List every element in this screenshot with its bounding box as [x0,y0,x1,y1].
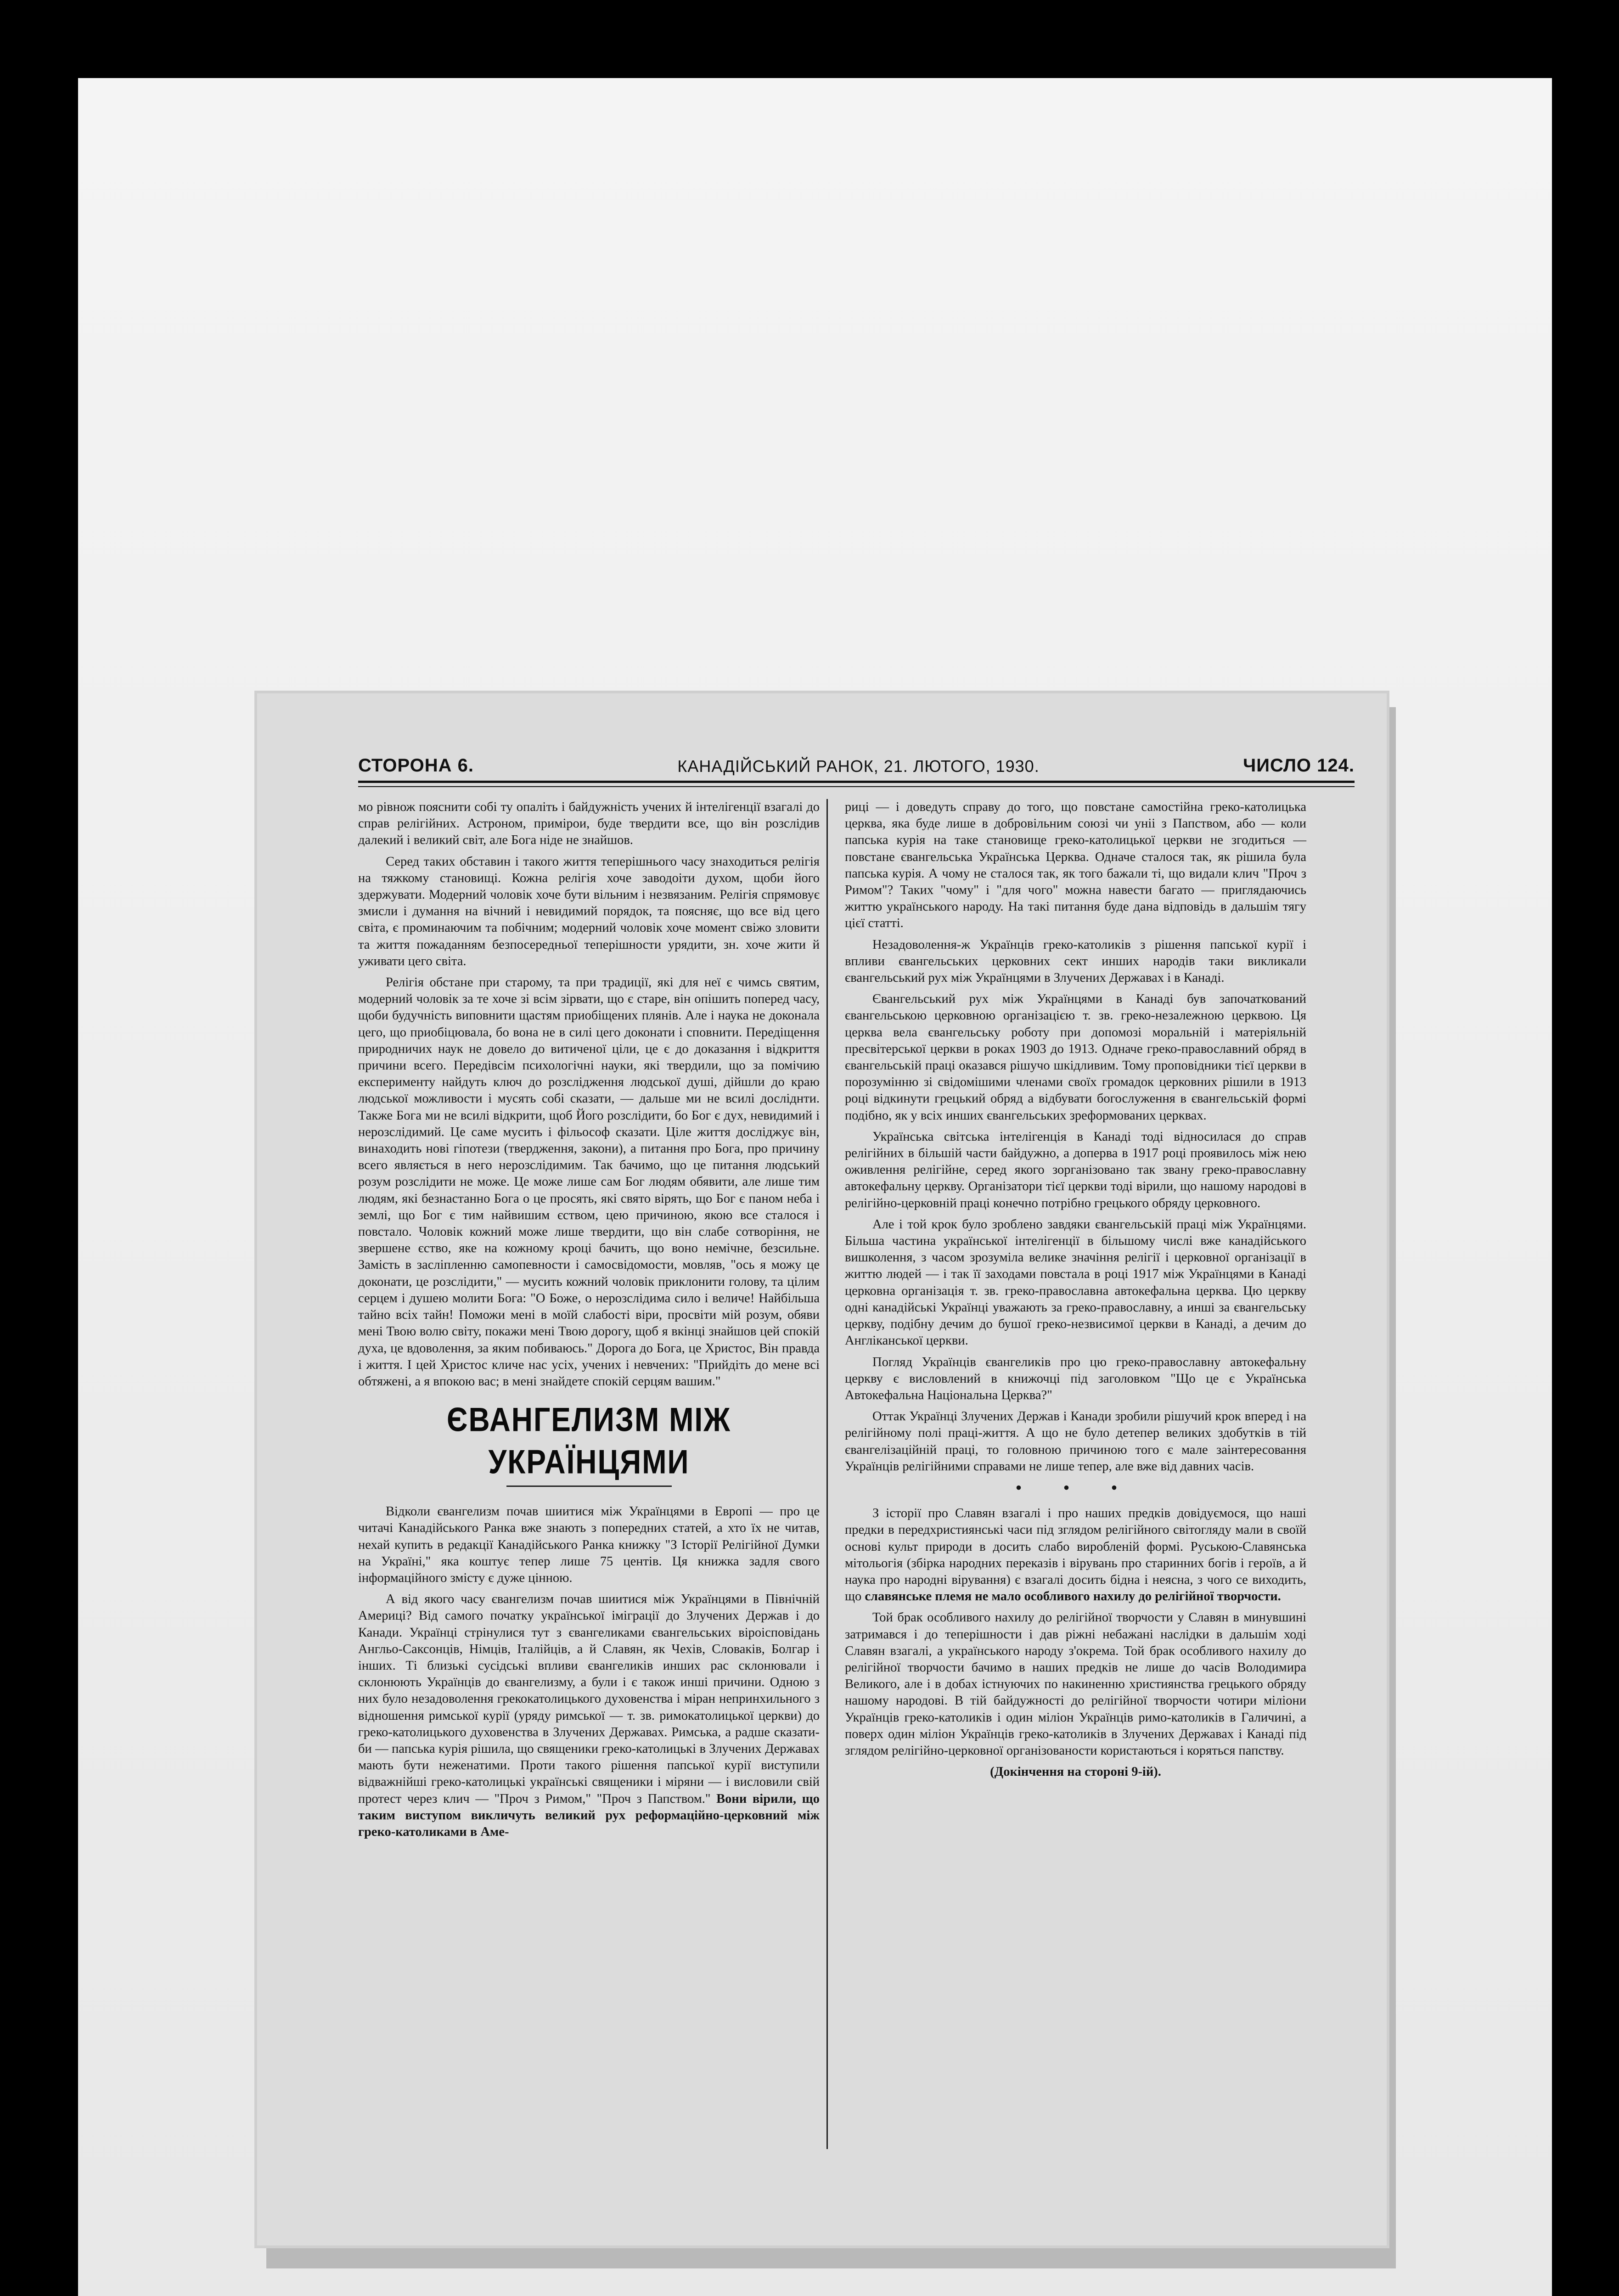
paragraph: Але і той крок було зроблено завдяки євангельській праці між Українцями. Більша частина української інтелігенції в більшому числі вже канадійського вишколення, з часом зрозуміла велике значіння релігії і церковної організації в життю людей — і так її заходами повстала в році 1917 між Українцями в Канаді церковна організація т. зв. греко-православна автокефальна церква. Цю церкву одні канадійські Українці уважають за греко-православну, а инші за євангельську церкву, подібну дечим до бушої греко-незвисимої церкви в Канаді, а дечим до Англіканської церкви. [845,1217,1306,1348]
paragraph-text: А від якого часу євангелизм почав шиитися між Українцями в Північній Америці? Від самого початку української іміграції до Злучених Держав і до Канади. Українці стрінулися тут з євангеликами євангельських віроісповідань Англьо-Саксонців, Німців, Італійців, а й Славян, як Чехів, Словаків, Болгар і інших. Ті близькі сусідські впливи євангеликів инших рас склонювали і склонюють Українців до євангелизму, а були і є також инші причини. Одною з них було незадоволення грекокатолицького духовенства і міран непринхильного з відношення римської курії (уряду римської — т. зв. римокатолицької церкви) до греко-католицького духовенства в Злучених Державах. Римська, а радше сказати-би — папська курія рішила, що священики греко-католицькі в Злучених Державах мають бути неженатими. Проти такого рішення папської курії виступили відважнійші греко-католицькі українські священики і міряни — і висловили свій протест через клич — "Проч з Римом," "Проч з Папством." [358,1592,820,1806]
newspaper-title-date: КАНАДІЙСЬКИЙ РАНОК, 21. ЛЮТОГО, 1930. [677,757,1040,776]
column-separator [826,799,828,2149]
paragraph-text: З історії про Славян взагалі і про наших предків довідуємося, що наші предки в передхристиянські часи під зглядом релігійного світогляду мали в своїй основі культ природи в досить слабо виробленій формі. Руською-Славянська мітольогія (збірка народних переказів і вірувань про старинних богів і героїв, а й наука про народні вірування) є взагалі досить бідна і неясна, з чого се виходить, що [845,1506,1306,1604]
issue-number: ЧИСЛО 124. [1243,755,1355,776]
paragraph: Оттак Українці Злучених Держав і Канади зробили рішучий крок вперед і на релігійному полі праці-життя. А що не було детепер великих здобутків в тій євангелізаційній праці, то головною причиною того є мале заінтересовання Українців релігійними справами не лише тепер, але вже від давних часів. [845,1409,1306,1474]
paragraph [845,1505,1306,1605]
article-headline: ЄВАНГЕЛИЗМ МІЖ УКРАЇНЦЯМИ [447,1400,731,1481]
newspaper-page [257,693,1387,2245]
section-divider-stars: • • • [1015,1477,1136,1498]
masthead-rule [358,781,1355,783]
continued-note: (Докінчення на стороні 9-ій). [990,1765,1161,1779]
paragraph: Відколи євангелизм почав шиитися між Українцями в Европі — про це читачі Канадійського Ранка вже знають з попередних статей, а хто їх не читав, нехай купить в редакції Канадійського Ранка книжку "З Історії Релігійної Думки на Україні," яка коштує тепер лише 75 центів. Ця книжка задля свого інформаційного змісту є дуже цінною. [358,1504,820,1585]
paragraph: Євангельський рух між Українцями в Канаді був започаткований євангельською церковною організацією т. зв. греко-незалежною церквою. Ця церква вела євангельську роботу при допомозі моральній і матеріяльній пресвітерської церкви в роках 1903 до 1913. Одначе греко-православний обряд в євангельській праці оказався рішучо шкідливим. Тому проповідники тієї церкви в порозумінню зі свідомішими членами своїх громадок церковних рішили в 1913 році відкинути грецький обряд а відбувати богослуження в євангельській формі подібно, як у всіх инших євангельських зреформованих церквах. [845,992,1306,1123]
right-column [845,799,1306,1785]
headline-rule [506,1486,672,1487]
masthead-rule-thin [358,786,1355,787]
left-column [358,799,820,1845]
paragraph: Той брак особливого нахилу до релігійної творчости у Славян в минувшині затримався і до теперішности і дав ріжні небажані наслідки в дальшім ході Славян взагалі, а українського народу з'окрема. Той брак особливого нахилу до релігійної творчости бачимо в наших предків не лише до часів Володимира Великого, але і в добах істнуючих по накиненню християнства грецького обряду нашому народові. В тій байдужності до релігійної творчости чотири міліони Українців греко-католиків і один міліон Українців римо-католиків в Галичині, а поверх один міліон Українців греко-католиків в Злучених Державах і Канаді під зглядом релігійно-церковної організованости користаються і коряться папству. [845,1610,1306,1758]
paragraph: Українська світська інтелігенція в Канаді тоді відносилася до справ релігійних в більшій части байдужно, а доперва в 1917 році проявилось між нею оживлення релігійне, серед якого зорганізовано так звану греко-православну автокефальну церкву. Організатори тієї церкви тоді вірили, що нашому народові в релігійно-церковній праці конечно потрібно грецького обряду церковного. [845,1129,1306,1210]
paragraph: риці — і доведуть справу до того, що повстане самостійна греко-католицька церква, яка буде лише в добровільним союзі чи уніі з Папством, або — коли папська курія на таке становище греко-католицької церкви не згодиться — повстане євангельська Українська Церква. Одначе сталося так, як рішила була папська курія. А чому не сталося так, як того бажали ті, що видали клич "Проч з Римом"? Таких "чому" і "для чого" можна навести багато — приглядаючись життю українського народу. На такі питання буде дана відповідь в дальшім тягу цієї статті. [845,800,1306,931]
paragraph: Релігія обстане при старому, та при традиції, які для неї є чимсь святим, модерний чоловік за те хоче зі всім зірвати, що є старе, він опішить поперед часу, щоби будучність виповнити щастям приобіщених плянів. Але і наука не доконала цего, що приобіцювала, бо вона не в силі цего доконати і сповнити. Передіщення природничих наук не довело до витиченої ціли, це є до доказання і відкриття причини всего. Передівсім психологічні науки, які твердили, що за помічию експерименту найдуть ключ до розслідження людської душі, дійшли до краю людської можливости і мусять собі сказати, — дальше ми не всилі досліднти. Также Бога ми не всилі відкрити, щоб Його розслідити, бо Бог є дух, невидимий і нерозслідимий. Це саме мусить і фільософ сказати. Ціле життя досліджує він, винаходить нові гіпотези (твердження, закони), а питання про Бога, про причину всего являється в него нерозслідимим. Так бачимо, що це питання людський розум розслідити не може. Це може лише сам Бог людям обявити, але лише тим людям, які безнастанно Бога о це просять, які свято вірять, що Бог є паном неба і землі, що Бог є тим найвишим єством, цею причиною, якою все сталося і повстало. Чоловік кожний може лише твердити, що він слабе сотворіння, не звершене єство, яке на кожному кроці бачить, що воно немічне, безсильне. Замість в засліпленню самопевности і самосвідомости, мовляв, "ось я можу це доконати, це розслідити," — мусить кожний чоловік приклонити голову, та цілим серцем і душею молити Бога: "О Боже, о нерозслідима сило і величе! Найбільша тайно всіх тайн! Поможи мені в моїй слабості віри, просвіти мій розум, обяви мені Твою волю світу, покажи мені Твою дорогу, щоб я вкінці знайшов цей спокій духа, це вдоволення, за яким побиваюсь." Дорога до Бога, це Христос, Він правда і життя. І цей Христос кличе нас усіх, учених і невчених: "Прийдіть до мене всі обтяжені, а я впокою вас; в мені знайдете спокій серцям вашим." [358,975,820,1389]
paragraph-bold-text: Вони вірили, що таким виступом викличуть великий рух реформаційно-церковний між греко-католиками в Аме- [358,1791,820,1839]
paragraph: Погляд Українців євангеликів про цю греко-православну автокефальну церкву є висловлений в книжочці під заголовком "Що це є Українська Автокефальна Національна Церква?" [845,1355,1306,1402]
page-number: СТОРОНА 6. [358,755,474,776]
masthead [358,748,1355,776]
paragraph [358,1591,820,1840]
paragraph: мо рівнож пояснити собі ту опаліть і байдужність учених й інтелігенції взагалі до справ релігійних. Астроном, примірои, буде твердити все, що він розслідив далекий і великий світ, але Бога ніде не знайшов. [358,800,820,848]
paragraph: Незадоволення-ж Українців греко-католиків з рішення папської курії і впливи євангельських церковних сект инших народів таки викликали євангельський рух між Українцями в Злучених Державах і в Канаді. [845,937,1306,985]
paragraph: Серед таких обставин і такого життя теперішнього часу знаходиться релігія на тяжкому становищі. Кожна релігія хоче заводоіти духом, щоби його здержувати. Модерний чоловік хоче бути вільним і незвязаним. Релігія спрямовує змисли і думання на вічний і невидимий порядок, та поясняє, що все від цего світа, є проминаючим та побічним; модерний чоловік хоче момент свіжо зловити та життя пожаданням безпосередньої теперішности урядити, зн. хоче жити й уживати цего світа. [358,854,820,968]
paragraph-bold-text: славянське племя не мало особливого нахилу до релігійної творчости. [865,1589,1281,1604]
